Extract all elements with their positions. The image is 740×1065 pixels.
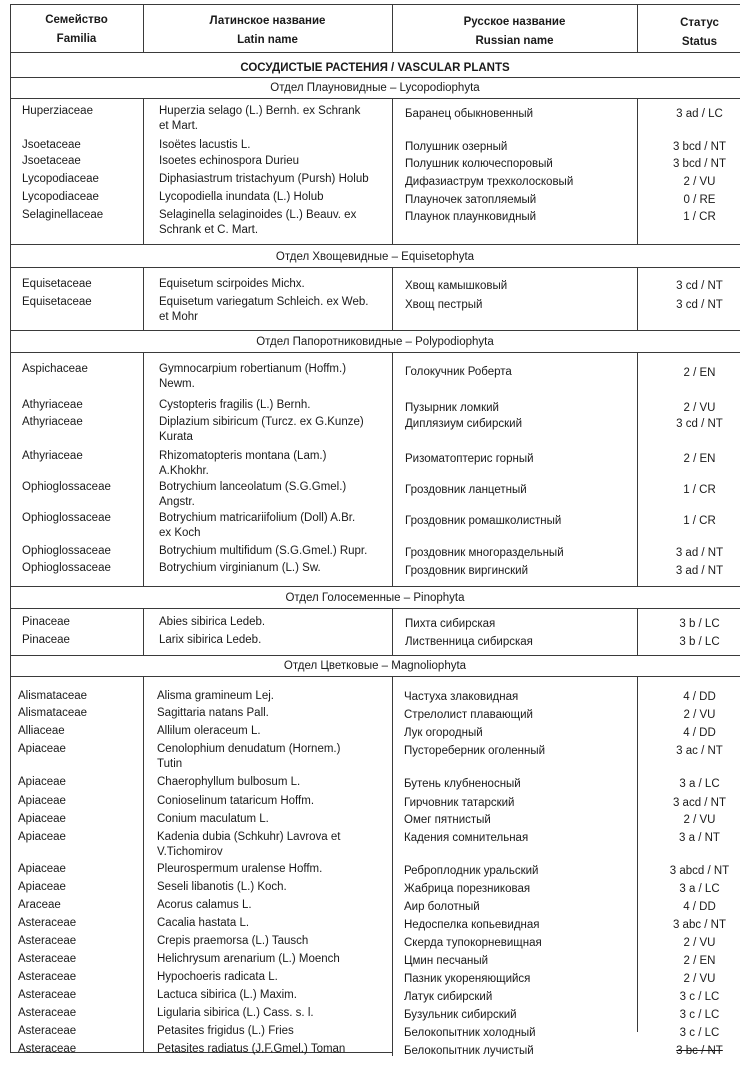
latin-cell-cont: ex Koch: [159, 527, 201, 539]
status-cell: 3 abcd / NT: [669, 865, 730, 877]
russian-cell: Жабрица порезниковая: [404, 883, 531, 895]
russian-cell: Диплязиум сибирский: [405, 418, 523, 430]
russian-cell: Бутень клубненосный: [404, 778, 521, 790]
status-cell: 2 / EN: [683, 453, 716, 465]
latin-cell: Cystopteris fragilis (L.) Bernh.: [159, 399, 311, 411]
russian-cell: Кадения сомнительная: [404, 832, 529, 844]
family-cell: Ophioglossaceae: [22, 562, 111, 574]
family-cell: Jsoetaceae: [22, 155, 81, 167]
family-cell: Equisetaceae: [22, 278, 92, 290]
family-cell: Huperziaceae: [22, 105, 93, 117]
latin-cell: Gymnocarpium robertianum (Hoffm.): [159, 363, 347, 375]
latin-cell-cont: Kurata: [159, 431, 193, 443]
russian-cell: Баранец обыкновенный: [405, 108, 534, 120]
divider: [10, 244, 740, 245]
status-cell: 3 ad / NT: [675, 565, 724, 577]
table-left-border: [10, 4, 11, 1052]
table-top-border: [10, 4, 740, 5]
russian-cell: Пихта сибирская: [405, 618, 496, 630]
latin-cell: Botrychium virginianum (L.) Sw.: [159, 562, 321, 574]
header-family: [10, 11, 143, 49]
family-cell: Apiaceae: [18, 881, 66, 893]
latin-cell: Botrychium lanceolatum (S.G.Gmel.): [159, 481, 347, 493]
latin-cell: Botrychium matricariifolium (Doll) A.Br.: [159, 512, 356, 524]
latin-cell-cont: et Mohr: [159, 311, 198, 323]
russian-cell: Плауночек затопляемый: [405, 194, 537, 206]
status-cell: 2 / VU: [683, 402, 716, 414]
family-cell: Asteraceae: [18, 1007, 77, 1019]
latin-cell: Huperzia selago (L.) Bernh. ex Schrank: [159, 105, 361, 117]
russian-cell: Гроздовник виргинский: [405, 565, 529, 577]
latin-cell: Abies sibirica Ledeb.: [159, 616, 266, 628]
latin-cell: Pleurospermum uralense Hoffm.: [157, 863, 323, 875]
header-latin: [143, 12, 392, 50]
russian-cell: Цмин песчаный: [404, 955, 489, 967]
divider: [10, 352, 740, 353]
latin-cell: Lycopodiella inundata (L.) Holub: [159, 191, 324, 203]
divider: [10, 608, 740, 609]
latin-cell: Rhizomatopteris montana (Lam.): [159, 450, 327, 462]
family-cell: Asteraceae: [18, 917, 77, 929]
status-cell: 3 c / LC: [679, 991, 720, 1003]
russian-cell: Дифазиаструм трехколосковый: [405, 176, 574, 188]
russian-cell: Гирчовник татарский: [404, 797, 515, 809]
divider: [10, 98, 740, 99]
family-cell: Aspichaceae: [22, 363, 88, 375]
family-cell: Apiaceae: [18, 795, 66, 807]
status-cell: 3 abc / NT: [672, 919, 727, 931]
header-russian: [392, 13, 637, 51]
latin-cell-cont: Newm.: [159, 378, 195, 390]
status-cell: 3 a / LC: [679, 778, 720, 790]
family-cell: Lycopodiaceae: [22, 191, 99, 203]
section-title-magnoliophyta: Отдел Цветковые – Magnoliophyta: [283, 660, 467, 672]
header-russian-en: Russian name: [475, 35, 554, 47]
latin-cell: Diplazium sibiricum (Turcz. ex G.Kunze): [159, 416, 364, 428]
russian-cell: Лук огородный: [404, 727, 483, 739]
status-cell: 3 cd / NT: [676, 280, 723, 292]
status-cell: 3 b / LC: [679, 618, 720, 630]
family-cell: Apiaceae: [18, 863, 66, 875]
russian-cell: Ризоматоптерис горный: [405, 453, 534, 465]
latin-cell: Sagittaria natans Pall.: [157, 707, 269, 719]
latin-cell: Acorus calamus L.: [157, 899, 252, 911]
russian-cell: Плаунок плаунковидный: [405, 211, 537, 223]
latin-cell: Petasites radiatus (J.F.Gmel.) Toman: [157, 1043, 346, 1055]
latin-cell-cont: Schrank et C. Mart.: [159, 224, 259, 236]
section-title-polypodiophyta: Отдел Папоротниковидные – Polypodiophyta: [256, 336, 494, 348]
status-cell: 2 / EN: [683, 367, 716, 379]
latin-cell: Chaerophyllum bulbosum L.: [157, 776, 301, 788]
status-cell: 2 / EN: [683, 955, 716, 967]
col-divider: [392, 608, 393, 655]
status-cell: 1 / CR: [683, 515, 716, 527]
section-title-lycopodiophyta: Отдел Плауновидные – Lycopodiophyta: [270, 82, 480, 94]
status-cell: 4 / DD: [683, 727, 716, 739]
russian-cell: Хвощ пестрый: [405, 299, 483, 311]
status-cell: 2 / VU: [683, 709, 716, 721]
latin-cell: Conioselinum tataricum Hoffm.: [157, 795, 315, 807]
russian-cell: Реброплодник уральский: [404, 865, 539, 877]
family-cell: Alismataceae: [18, 690, 88, 702]
status-cell: 3 cd / NT: [676, 418, 723, 430]
latin-cell: Selaginella selaginoides (L.) Beauv. ex: [159, 209, 357, 221]
col-divider: [143, 608, 144, 655]
russian-cell: Гроздовник ланцетный: [405, 484, 527, 496]
family-cell: Lycopodiaceae: [22, 173, 99, 185]
family-cell: Equisetaceae: [22, 296, 92, 308]
latin-cell: Ligularia sibirica (L.) Cass. s. l.: [157, 1007, 314, 1019]
family-cell: Alismataceae: [18, 707, 88, 719]
russian-cell: Хвощ камышковый: [405, 280, 508, 292]
status-cell: 3 c / LC: [679, 1027, 720, 1039]
family-cell: Apiaceae: [18, 743, 66, 755]
status-cell-struck: 3 bc / NT: [676, 1045, 723, 1057]
latin-cell: Larix sibirica Ledeb.: [159, 634, 262, 646]
family-cell: Asteraceae: [18, 953, 77, 965]
latin-cell: Isoetes echinospora Durieu: [159, 155, 299, 167]
family-cell: Pinaceae: [22, 616, 70, 628]
status-cell: 3 a / NT: [679, 832, 720, 844]
latin-cell: Allilum oleraceum L.: [157, 725, 261, 737]
latin-cell: Isoëtes lacustis L.: [159, 139, 251, 151]
status-cell: 3 ad / NT: [675, 547, 724, 559]
russian-cell: Пустореберник оголенный: [404, 745, 546, 757]
latin-cell: Botrychium multifidum (S.G.Gmel.) Rupr.: [159, 545, 368, 557]
section-title-equisetophyta: Отдел Хвощевидные – Equisetophyta: [275, 251, 475, 263]
russian-cell: Латук сибирский: [404, 991, 493, 1003]
russian-cell: Лиственница сибирская: [405, 636, 533, 648]
russian-cell: Аир болотный: [404, 901, 480, 913]
divider: [10, 655, 740, 656]
family-cell: Asteraceae: [18, 989, 77, 1001]
latin-cell: Diphasiastrum tristachyum (Pursh) Holub: [159, 173, 369, 185]
latin-cell: Seseli libanotis (L.) Koch.: [157, 881, 287, 893]
family-cell: Ophioglossaceae: [22, 481, 111, 493]
russian-cell: Белокопытник холодный: [404, 1027, 536, 1039]
latin-cell-cont: Tutin: [157, 758, 183, 770]
family-cell: Ophioglossaceae: [22, 545, 111, 557]
russian-cell: Частуха злаковидная: [404, 691, 519, 703]
status-cell: 3 bcd / NT: [672, 158, 727, 170]
family-cell: Asteraceae: [18, 1043, 77, 1055]
status-cell: 4 / DD: [683, 691, 716, 703]
family-cell: Apiaceae: [18, 813, 66, 825]
latin-cell: Cenolophium denudatum (Hornem.): [157, 743, 341, 755]
latin-cell-cont: V.Tichomirov: [157, 846, 223, 858]
russian-cell: Гроздовник ромашколистный: [405, 515, 562, 527]
header-bottom-border: [10, 52, 740, 53]
latin-cell: Hypochoeris radicata L.: [157, 971, 278, 983]
latin-cell: Crepis praemorsa (L.) Tausch: [157, 935, 309, 947]
header-status-ru: Статус: [680, 17, 719, 29]
latin-cell: Petasites frigidus (L.) Fries: [157, 1025, 294, 1037]
russian-cell: Полушник озерный: [405, 141, 508, 153]
status-cell: 2 / VU: [683, 937, 716, 949]
latin-cell: Cacalia hastata L.: [157, 917, 250, 929]
family-cell: Pinaceae: [22, 634, 70, 646]
latin-cell: Equisetum variegatum Schleich. ex Web.: [159, 296, 369, 308]
divider: [10, 267, 740, 268]
col-divider: [143, 267, 144, 330]
russian-cell: Бузульник сибирский: [404, 1009, 517, 1021]
status-cell: 1 / CR: [683, 484, 716, 496]
status-cell: 3 bcd / NT: [672, 141, 727, 153]
russian-cell: Гроздовник многораздельный: [405, 547, 564, 559]
family-cell: Athyriaceae: [22, 450, 83, 462]
status-cell: 1 / CR: [683, 211, 716, 223]
family-cell: Ophioglossaceae: [22, 512, 111, 524]
section-title-pinophyta: Отдел Голосеменные – Pinophyta: [285, 592, 465, 604]
col-divider: [143, 352, 144, 586]
divider: [10, 330, 740, 331]
header-russian-ru: Русское название: [463, 16, 566, 28]
divider: [10, 77, 740, 78]
family-cell: Athyriaceae: [22, 399, 83, 411]
header-latin-ru: Латинское название: [209, 15, 326, 27]
family-cell: Asteraceae: [18, 935, 77, 947]
col-divider: [392, 676, 393, 1056]
status-cell: 2 / VU: [683, 973, 716, 985]
russian-cell: Пузырник ломкий: [405, 402, 499, 414]
col-divider: [392, 267, 393, 330]
russian-cell: Скерда тупокорневищная: [404, 937, 542, 949]
family-cell: Asteraceae: [18, 971, 77, 983]
family-cell: Apiaceae: [18, 831, 66, 843]
col-divider: [392, 98, 393, 244]
status-cell: 3 ac / NT: [676, 745, 723, 757]
russian-cell: Пазник укореняющийся: [404, 973, 531, 985]
col-divider: [143, 98, 144, 244]
latin-cell: Conium maculatum L.: [157, 813, 269, 825]
status-cell: 3 c / LC: [679, 1009, 720, 1021]
header-family-la: Familia: [56, 33, 97, 45]
header-latin-en: Latin name: [237, 34, 298, 46]
family-cell: Selaginellaceae: [22, 209, 104, 221]
latin-cell-cont: Angstr.: [159, 496, 195, 508]
family-cell: Asteraceae: [18, 1025, 77, 1037]
family-cell: Araceae: [18, 899, 61, 911]
latin-cell: Equisetum scirpoides Michx.: [159, 278, 305, 290]
status-cell: 3 cd / NT: [676, 299, 723, 311]
status-cell: 0 / RE: [683, 194, 716, 206]
status-cell: 4 / DD: [683, 901, 716, 913]
status-cell: 3 b / LC: [679, 636, 720, 648]
family-cell: Athyriaceae: [22, 416, 83, 428]
status-cell: 3 a / LC: [679, 883, 720, 895]
family-cell: Apiaceae: [18, 776, 66, 788]
status-cell: 2 / VU: [683, 176, 716, 188]
latin-cell: Lactuca sibirica (L.) Maxim.: [157, 989, 297, 1001]
latin-cell: Alisma gramineum Lej.: [157, 690, 274, 702]
russian-cell: Стрелолист плавающий: [404, 709, 533, 721]
status-cell: 3 ad / LC: [676, 108, 723, 120]
russian-cell: Белокопытник лучистый: [404, 1045, 534, 1057]
latin-cell: Helichrysum arenarium (L.) Moench: [157, 953, 340, 965]
header-status-en: Status: [681, 36, 718, 48]
col-divider: [392, 352, 393, 586]
russian-cell: Голокучник Роберта: [405, 366, 512, 378]
col-divider: [143, 676, 144, 1052]
russian-cell: Недоспелка копьевидная: [404, 919, 540, 931]
family-cell: Alliaceae: [18, 725, 65, 737]
latin-cell-cont: et Mart.: [159, 120, 198, 132]
status-cell: 2 / VU: [683, 814, 716, 826]
family-cell: Jsoetaceae: [22, 139, 81, 151]
russian-cell: Омег пятнистый: [404, 814, 491, 826]
status-cell: 3 acd / NT: [672, 797, 727, 809]
latin-cell: Kadenia dubia (Schkuhr) Lavrova et: [157, 831, 341, 843]
divider: [10, 676, 740, 677]
header-family-ru: Семейство: [45, 14, 108, 26]
header-status: [637, 14, 740, 52]
russian-cell: Полушник колючеспоровый: [405, 158, 553, 170]
divider: [10, 586, 740, 587]
latin-cell-cont: A.Khokhr.: [159, 465, 209, 477]
table-title: СОСУДИСТЫЕ РАСТЕНИЯ / VASCULAR PLANTS: [240, 62, 510, 74]
